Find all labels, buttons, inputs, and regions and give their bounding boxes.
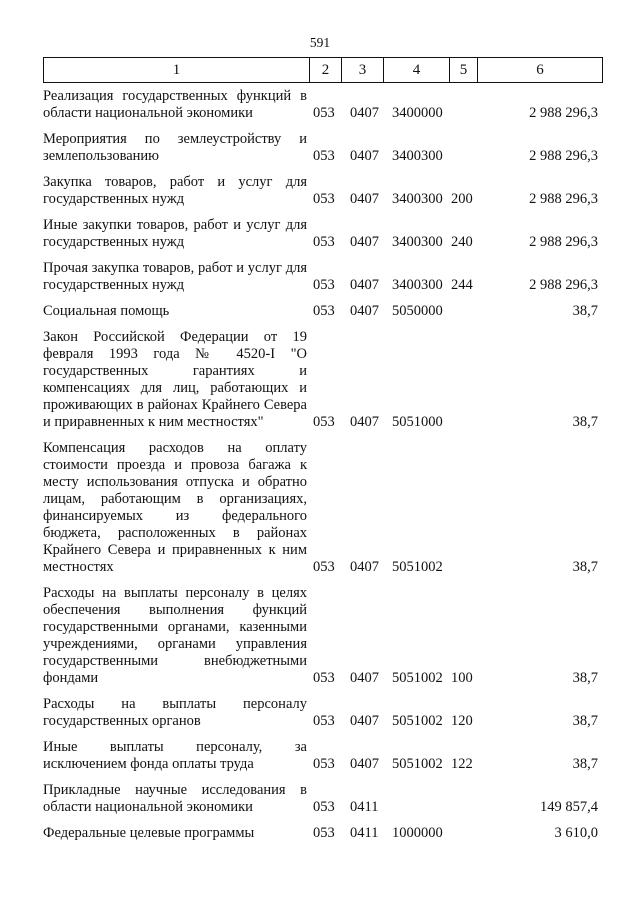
row-col2: 053	[313, 825, 335, 841]
row-col3: 0407	[350, 303, 379, 319]
row-col2: 053	[313, 559, 335, 575]
row-col4: 5051002	[392, 559, 443, 575]
row-col6: 2 988 296,3	[529, 105, 598, 121]
row-col5: 240	[451, 234, 473, 250]
row-name: Прочая закупка товаров, работ и услуг для государственных нужд	[43, 260, 307, 293]
table-row	[43, 440, 602, 576]
row-col2: 053	[313, 234, 335, 250]
column-header-5: 5	[450, 58, 478, 83]
table-row	[43, 174, 602, 208]
row-col5: 244	[451, 277, 473, 293]
row-col5: 200	[451, 191, 473, 207]
row-col2: 053	[313, 277, 335, 293]
row-col5: 100	[451, 670, 473, 686]
row-col4: 3400300	[392, 191, 443, 207]
row-col3: 0407	[350, 234, 379, 250]
row-col6: 38,7	[572, 303, 598, 319]
row-name: Прикладные научные исследования в области национальной экономики	[43, 782, 307, 815]
row-col6: 2 988 296,3	[529, 191, 598, 207]
row-name: Иные закупки товаров, работ и услуг для государственных нужд	[43, 217, 307, 250]
row-col3: 0411	[350, 825, 379, 841]
table-row	[43, 696, 602, 730]
column-header-2: 2	[310, 58, 342, 83]
row-col4: 1000000	[392, 825, 443, 841]
row-col2: 053	[313, 414, 335, 430]
row-col2: 053	[313, 713, 335, 729]
row-col5: 122	[451, 756, 473, 772]
row-col3: 0407	[350, 191, 379, 207]
row-col4: 5051000	[392, 414, 443, 430]
row-col6: 38,7	[572, 559, 598, 575]
column-header-1: 1	[44, 58, 310, 83]
row-col4: 3400300	[392, 234, 443, 250]
row-col3: 0407	[350, 105, 379, 121]
row-col6: 3 610,0	[554, 825, 598, 841]
table-row	[43, 131, 602, 165]
row-col6: 2 988 296,3	[529, 277, 598, 293]
row-name: Мероприятия по землеустройству и землепользованию	[43, 131, 307, 164]
table-row	[43, 329, 602, 431]
row-col3: 0407	[350, 148, 379, 164]
row-col4: 5050000	[392, 303, 443, 319]
column-header-row	[44, 58, 603, 83]
row-col4: 3400300	[392, 277, 443, 293]
row-col3: 0407	[350, 713, 379, 729]
row-name: Закупка товаров, работ и услуг для государственных нужд	[43, 174, 307, 207]
row-col6: 2 988 296,3	[529, 148, 598, 164]
table-row	[43, 782, 602, 816]
row-name: Социальная помощь	[43, 303, 170, 319]
row-col3: 0407	[350, 277, 379, 293]
row-name: Реализация государственных функций в области национальной экономики	[43, 88, 307, 121]
page-number: 591	[309, 35, 331, 50]
row-name: Иные выплаты персоналу, за исключением фонда оплаты труда	[43, 739, 307, 772]
column-header-table	[43, 57, 603, 83]
row-col6: 2 988 296,3	[529, 234, 598, 250]
row-name: Расходы на выплаты персоналу в целях обеспечения выполнения функций государственными органами, казенными учреждениями, органами управления государственными внебюджетными фондами	[43, 585, 307, 686]
row-col3: 0407	[350, 756, 379, 772]
row-col4: 3400000	[392, 105, 443, 121]
table-row	[43, 303, 602, 320]
row-col2: 053	[313, 105, 335, 121]
column-header-3: 3	[342, 58, 384, 83]
table-row	[43, 585, 602, 687]
column-header-4: 4	[384, 58, 450, 83]
row-col5: 120	[451, 713, 473, 729]
row-col3: 0407	[350, 559, 379, 575]
row-name: Закон Российской Федерации от 19 февраля 1993 года № 4520-I "О государственных гарантиях и компенсациях для лиц, работающих и проживающих в районах Крайнего Севера и приравненных к ним местностях"	[43, 329, 307, 430]
row-col6: 38,7	[572, 670, 598, 686]
row-name: Расходы на выплаты персоналу государственных органов	[43, 696, 307, 729]
row-col3: 0411	[350, 799, 379, 815]
row-col2: 053	[313, 148, 335, 164]
table-row	[43, 825, 602, 842]
row-col2: 053	[313, 191, 335, 207]
column-header-6: 6	[478, 58, 603, 83]
row-name: Компенсация расходов на оплату стоимости проезда и провоза багажа к месту использования отпуска и обратно лицам, работающим в организациях, финансируемых из федерального бюджета, расположенных в районах Крайнего Севера и приравненных к ним местностях	[43, 440, 307, 575]
row-col2: 053	[313, 303, 335, 319]
row-col4: 5051002	[392, 670, 443, 686]
row-col6: 38,7	[572, 756, 598, 772]
row-col4: 3400300	[392, 148, 443, 164]
table-row	[43, 217, 602, 251]
row-col3: 0407	[350, 414, 379, 430]
table-row	[43, 739, 602, 773]
row-col2: 053	[313, 670, 335, 686]
row-col4: 5051002	[392, 713, 443, 729]
row-col6: 38,7	[572, 713, 598, 729]
row-col6: 149 857,4	[540, 799, 598, 815]
row-col3: 0407	[350, 670, 379, 686]
table-row	[43, 88, 602, 122]
row-col2: 053	[313, 799, 335, 815]
row-col4: 5051002	[392, 756, 443, 772]
row-col2: 053	[313, 756, 335, 772]
budget-rows	[43, 88, 602, 851]
row-col6: 38,7	[572, 414, 598, 430]
row-name: Федеральные целевые программы	[43, 825, 255, 841]
table-row	[43, 260, 602, 294]
